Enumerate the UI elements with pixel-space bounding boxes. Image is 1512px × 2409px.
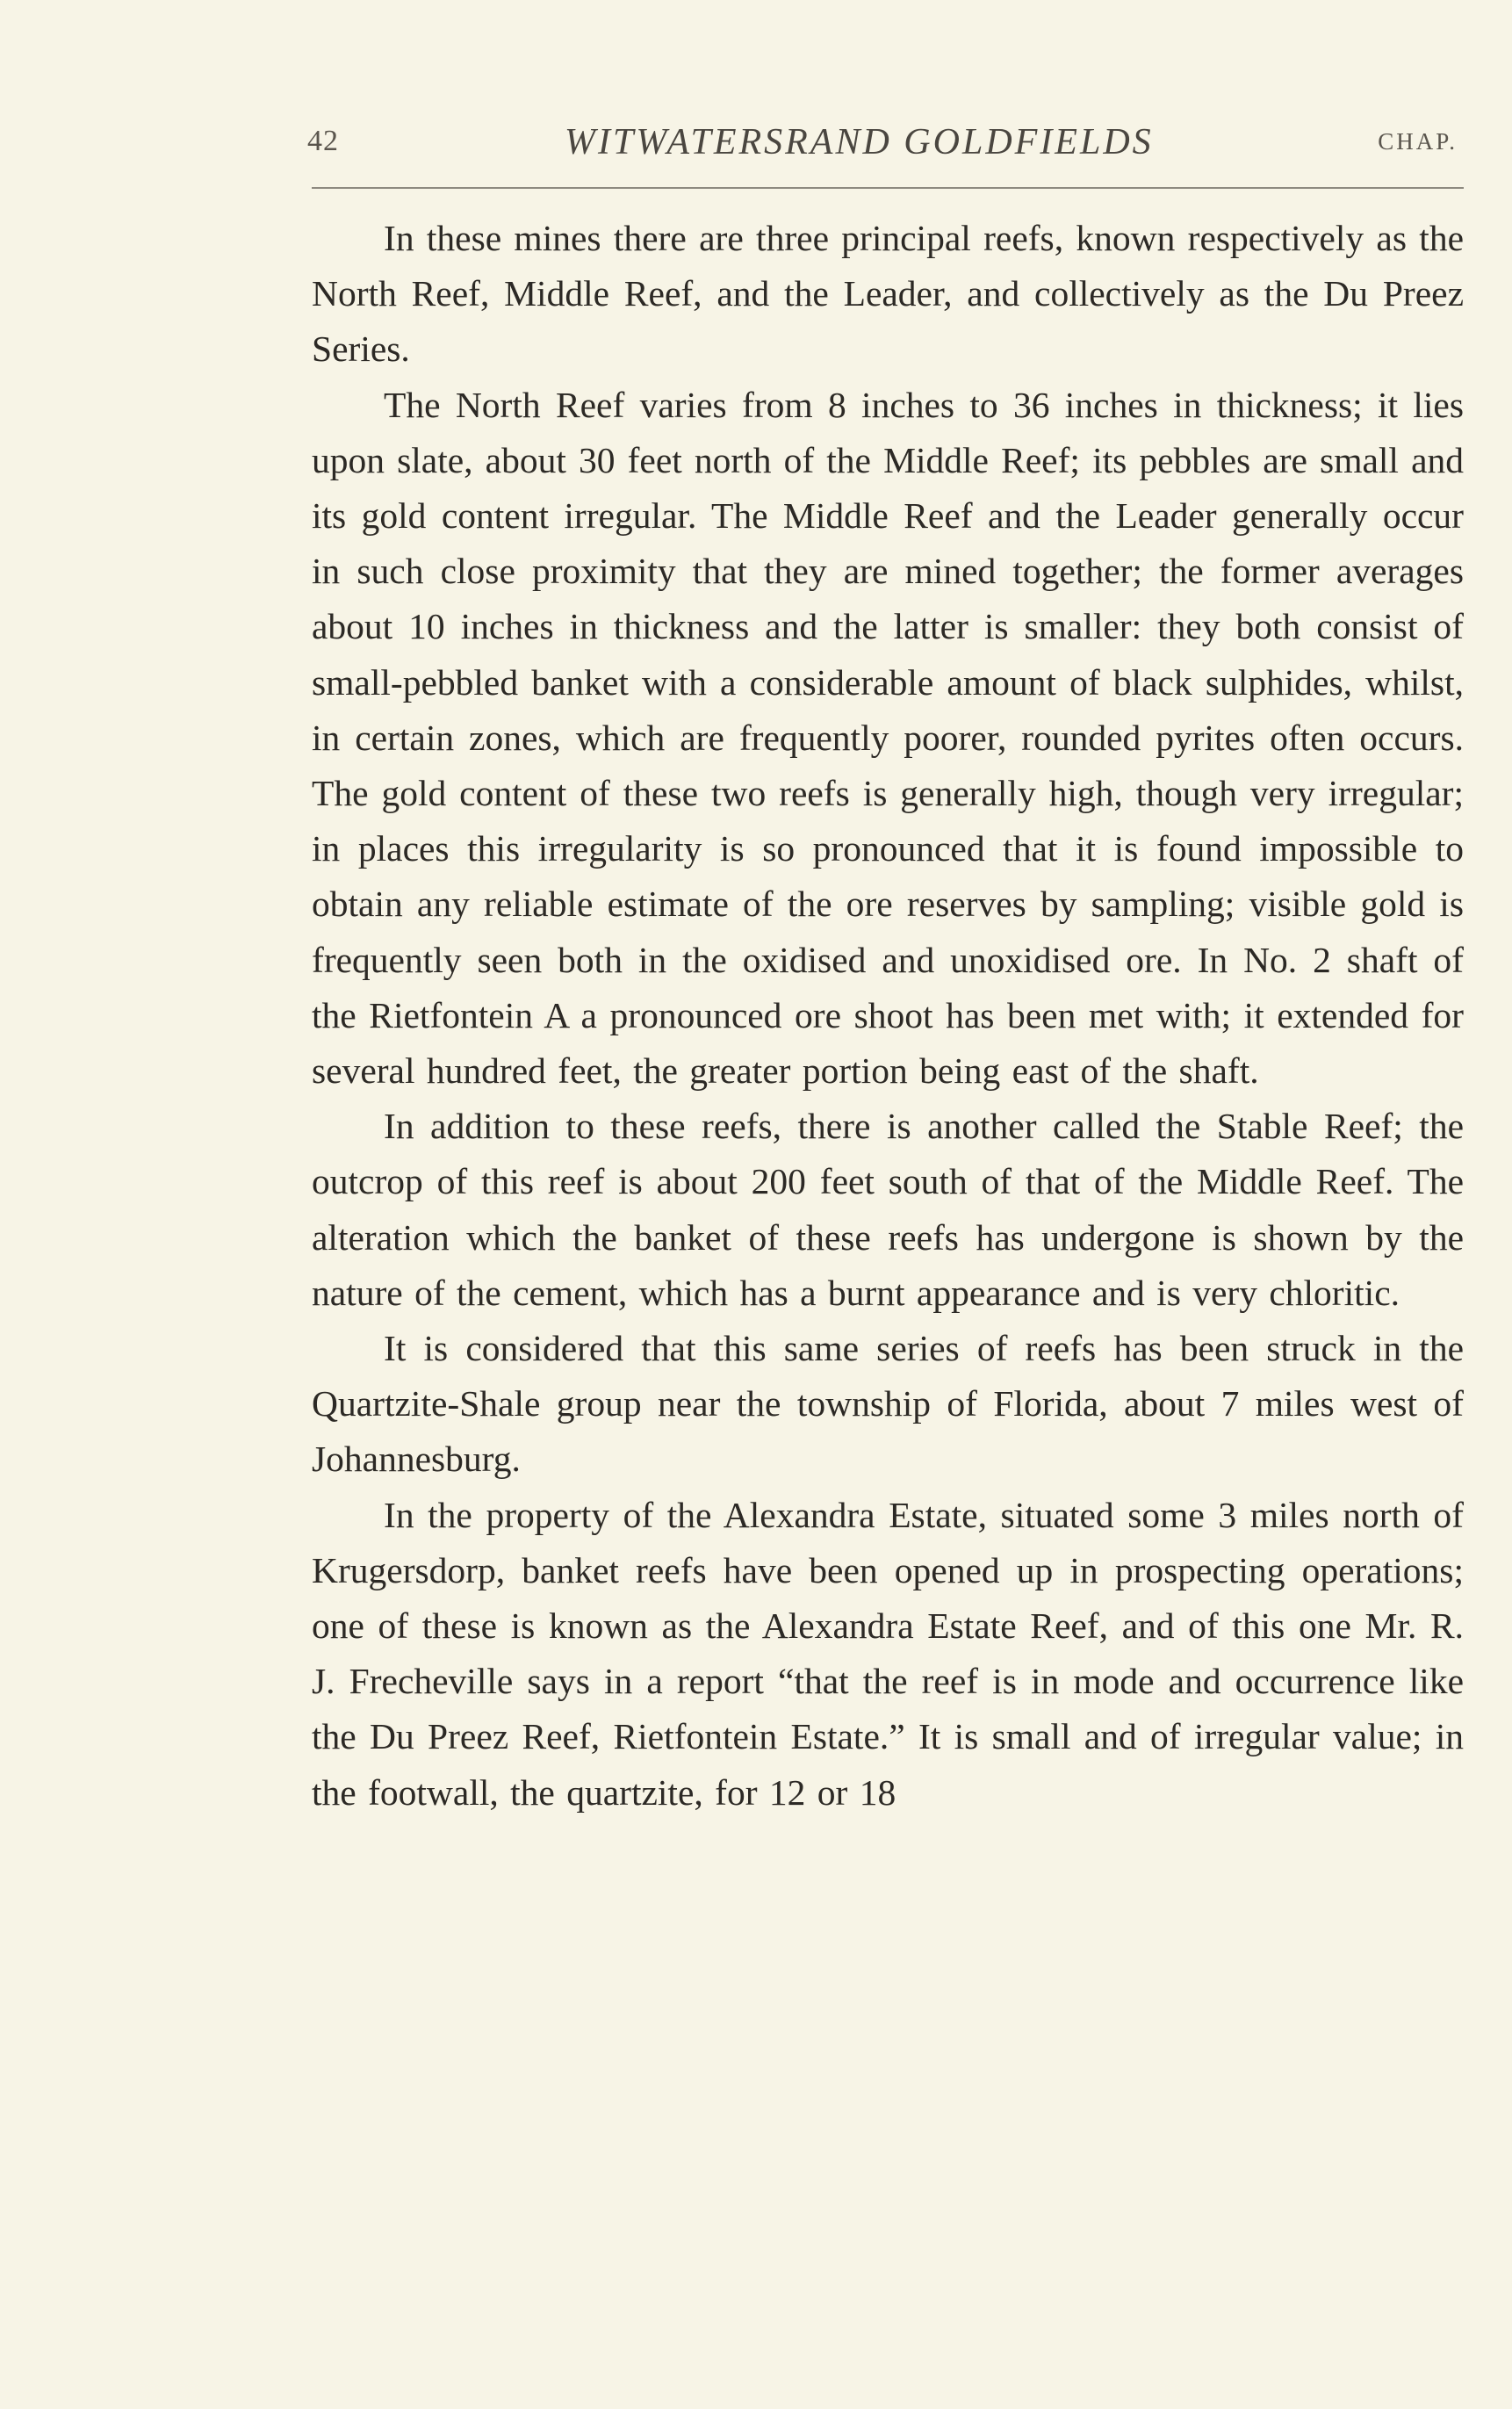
header-rule xyxy=(312,187,1464,189)
body-text xyxy=(312,211,1464,1821)
paragraph-alexandra-estate: In the property of the Alexandra Estate, situated some 3 miles north of Krugersdorp, banket reefs have been opened up in prospecting operations; one of these is known as the Alexandra Estate Reef, and of this one Mr. R. J. Frecheville says in a report “that the reef is in mode and occurrence like the Du Preez Reef, Rietfontein Estate.” It is small and of irregular value; in the footwall, the quartzite, for 12 or 18 xyxy=(312,1494,1464,1813)
running-head xyxy=(307,122,1468,169)
paragraph-reefs-intro: In these mines there are three principal reefs, known respectively as the North Reef, Middle Reef, and the Leader, and collectively as the Du Preez Series. xyxy=(312,218,1464,370)
paragraph-stable-reef: In addition to these reefs, there is another called the Stable Reef; the outcrop of this reef is about 200 feet south of that of the Middle Reef. The alteration which the banket of these reefs has undergone is shown by the nature of the cement, which has a burnt appearance and is very chloritic. xyxy=(312,1106,1464,1313)
paragraph-florida: It is considered that this same series of reefs has been struck in the Quartzite-Shale group near the township of Florida, about 7 miles west of Johannesburg. xyxy=(312,1328,1464,1480)
paragraph-north-reef: The North Reef varies from 8 inches to 36 inches in thickness; it lies upon slate, about 30 feet north of the Middle Reef; its pebbles are small and its gold content irregular. The Middle Reef and the Leader generally occur in such close proximity that they are mined together; the former averages about 10 inches in thickness and the latter is smaller: they both consist of small-pebbled banket with a considerable amount of black sulphides, whilst, in certain zones, which are frequently poorer, rounded pyrites often occurs. The gold content of these two reefs is generally high, though very irregular; in places this irregularity is so pronounced that it is found impossible to obtain any reliable estimate of the ore reserves by sampling; visible gold is frequently seen both in the oxidised and unoxidised ore. In No. 2 shaft of the Rietfontein A a pronounced ore shoot has been met with; it extended for several hundred feet, the greater portion being east of the shaft. xyxy=(312,384,1464,1092)
chapter-label: CHAP. xyxy=(1378,128,1458,155)
running-title: WITWATERSRAND GOLDFIELDS xyxy=(565,122,1154,162)
page-number: 42 xyxy=(307,125,339,157)
